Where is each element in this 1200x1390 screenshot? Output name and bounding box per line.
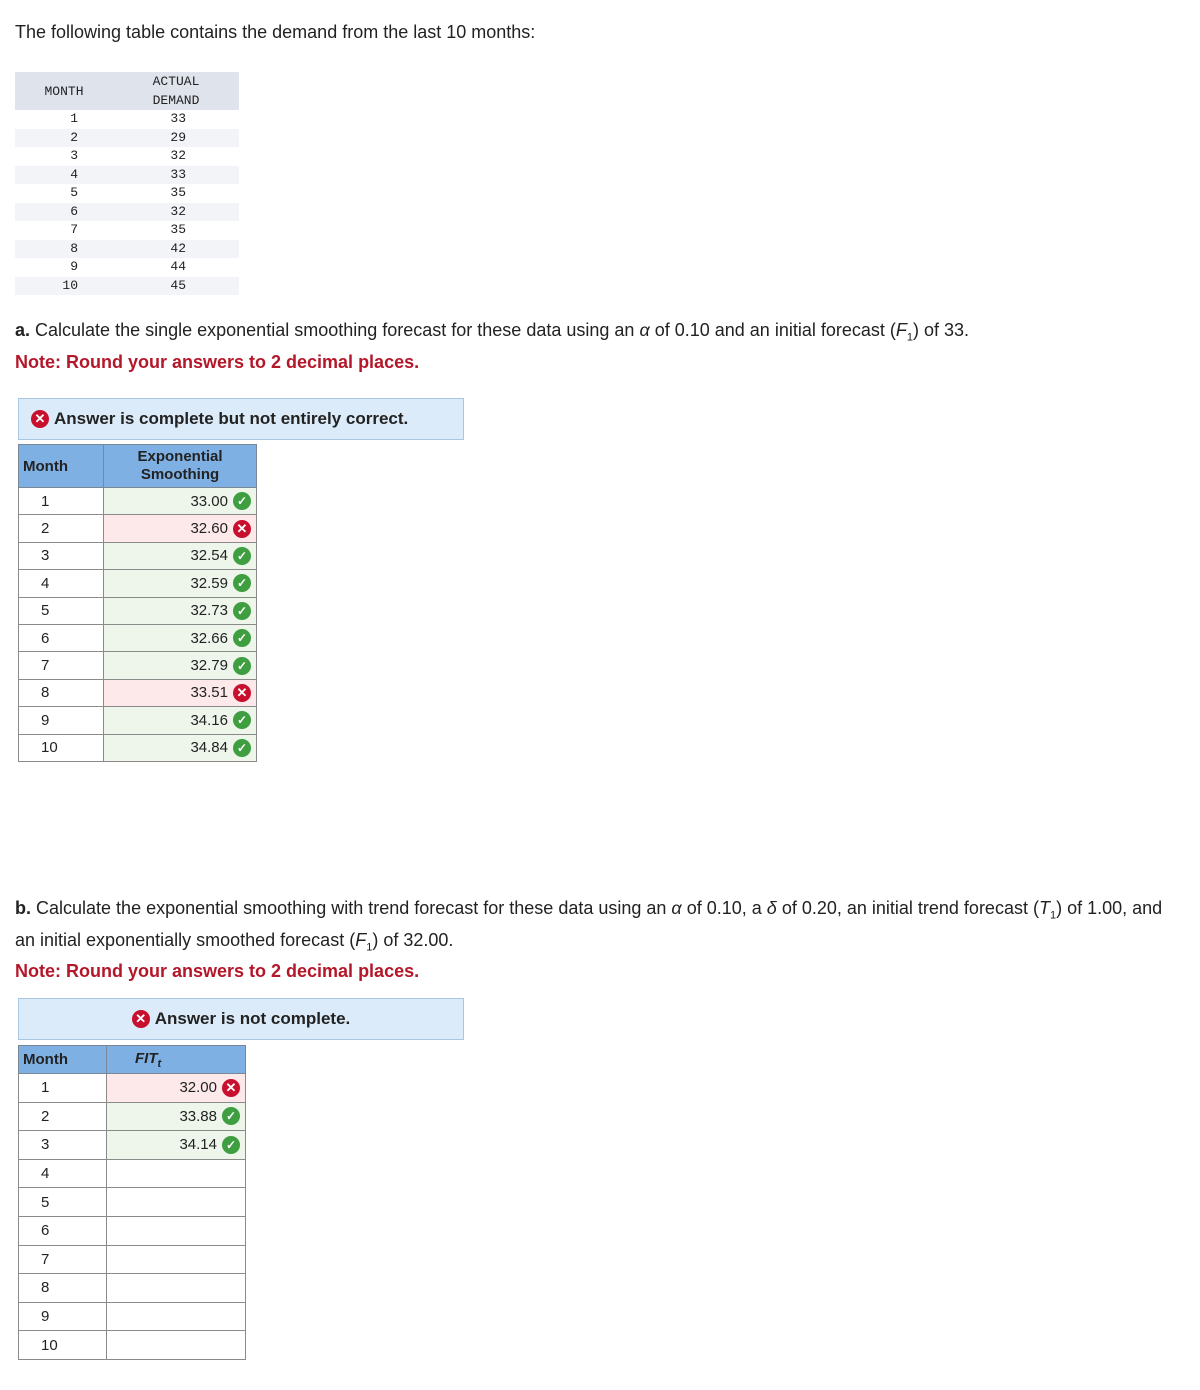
month-cell: 4 (19, 570, 104, 597)
check-circle-icon: ✓ (233, 739, 251, 757)
table-row (19, 515, 257, 542)
demand-table (15, 72, 239, 295)
answer-value-text: 32.66 (190, 629, 228, 647)
demand-cell: 35 (170, 222, 186, 237)
month-cell: 3 (19, 1131, 107, 1160)
month-cell: 8 (19, 679, 104, 706)
table-row (19, 597, 257, 624)
month-cell: 8 (15, 240, 113, 259)
answer-value[interactable] (107, 1079, 245, 1097)
month-cell: 9 (70, 259, 78, 274)
table-row (19, 1216, 246, 1245)
month-cell: 2 (19, 515, 104, 542)
answer-input-cell[interactable] (104, 652, 257, 679)
answer-input-cell[interactable] (104, 542, 257, 569)
answer-value-text: 32.59 (190, 574, 228, 592)
month-header: Month (19, 1046, 107, 1074)
table-row (19, 1074, 246, 1103)
answer-input-cell[interactable] (107, 1302, 246, 1331)
check-circle-icon: ✓ (233, 711, 251, 729)
x-circle-icon: ✕ (132, 1010, 150, 1028)
table-row (19, 679, 257, 706)
answer-value-text: 33.00 (190, 492, 228, 510)
table-row (19, 1102, 246, 1131)
check-circle-icon: ✓ (233, 602, 251, 620)
answer-value-text: 32.60 (190, 520, 228, 538)
table-row (15, 129, 239, 148)
demand-cell: 29 (113, 129, 239, 148)
month-header: MONTH (15, 72, 113, 110)
month-cell: 10 (19, 734, 104, 761)
answer-input-cell[interactable] (107, 1102, 246, 1131)
demand-cell: 32 (113, 203, 239, 222)
table-row (15, 258, 239, 277)
table-row (19, 734, 257, 761)
part-a-status-banner: ✕ Answer is complete but not entirely correct. (18, 398, 464, 440)
part-a-answer-table (18, 444, 257, 762)
month-cell: 7 (19, 652, 104, 679)
table-row (19, 1274, 246, 1303)
month-cell: 5 (70, 185, 78, 200)
exponential-smoothing-header: Exponential Smoothing (104, 445, 257, 488)
x-circle-icon: ✕ (233, 520, 251, 538)
answer-value[interactable] (104, 574, 256, 592)
answer-value[interactable] (107, 1107, 245, 1125)
part-b-question: b. Calculate the exponential smoothing with trend forecast for these data using an α of 0.10, a δ of 0.20, an initial trend forecast $(T_1)$ of 1.00, and an initial exponentially smoothed forecast $(F_1)$ of 32.00. Note: Round your answers to 2 decimal places. (15, 898, 1163, 982)
answer-value-text: 34.84 (190, 739, 228, 757)
table-row (19, 624, 257, 651)
answer-value[interactable] (104, 520, 256, 538)
answer-value-text: 34.14 (179, 1136, 217, 1154)
answer-value[interactable] (104, 739, 256, 757)
answer-value-text: 33.51 (190, 684, 228, 702)
fit-header: $FIT_t$ (107, 1046, 246, 1074)
answer-input-cell[interactable] (104, 624, 257, 651)
table-row (15, 277, 239, 296)
answer-input-cell[interactable] (104, 734, 257, 761)
month-cell: 1 (19, 1074, 107, 1103)
demand-cell: 45 (113, 277, 239, 296)
answer-value[interactable] (104, 711, 256, 729)
table-row (19, 652, 257, 679)
part-b-status-banner: ✕ Answer is not complete. (18, 998, 464, 1040)
check-circle-icon: ✓ (233, 657, 251, 675)
answer-value[interactable] (104, 547, 256, 565)
answer-value-text: 34.16 (190, 711, 228, 729)
table-row (15, 240, 239, 259)
answer-value[interactable] (107, 1136, 245, 1154)
demand-cell: 33 (113, 166, 239, 185)
answer-input-cell[interactable] (104, 597, 257, 624)
part-a-note: Note: Round your answers to 2 decimal places. (15, 351, 420, 372)
answer-value[interactable] (104, 629, 256, 647)
month-cell: 6 (15, 203, 113, 222)
answer-input-cell[interactable] (107, 1274, 246, 1303)
table-row (15, 166, 239, 185)
demand-cell: 44 (170, 259, 186, 274)
answer-input-cell[interactable] (107, 1216, 246, 1245)
check-circle-icon: ✓ (233, 547, 251, 565)
part-b-note: Note: Round your answers to 2 decimal places. (15, 961, 420, 982)
check-circle-icon: ✓ (233, 492, 251, 510)
table-row (15, 203, 239, 222)
table-row (15, 110, 239, 129)
month-cell: 10 (19, 1331, 107, 1360)
x-circle-icon: ✕ (31, 410, 49, 428)
table-row (19, 570, 257, 597)
month-cell: 5 (19, 597, 104, 624)
month-cell: 3 (70, 148, 78, 163)
part-b-answer-table (18, 1045, 246, 1360)
answer-input-cell[interactable] (107, 1131, 246, 1160)
month-cell: 7 (70, 222, 78, 237)
answer-value-text: 32.73 (190, 602, 228, 620)
demand-cell: 42 (113, 240, 239, 259)
table-row (15, 184, 239, 203)
check-circle-icon: ✓ (233, 629, 251, 647)
table-row (19, 1302, 246, 1331)
answer-input-cell[interactable] (104, 707, 257, 734)
answer-value[interactable] (104, 492, 256, 510)
demand-cell: 33 (170, 111, 186, 126)
month-cell: 1 (19, 488, 104, 515)
table-row (19, 1131, 246, 1160)
answer-value-text: 33.88 (179, 1107, 217, 1125)
part-a-question: a. Calculate the single exponential smoothing forecast for these data using an α of 0.10 and an initial forecast $(F_1)$ of 33. Note: Round your answers to 2 decimal places. (15, 320, 970, 372)
month-cell: 4 (19, 1159, 107, 1188)
table-row (19, 1159, 246, 1188)
table-row (19, 1245, 246, 1274)
answer-input-cell[interactable] (107, 1074, 246, 1103)
table-row (19, 542, 257, 569)
month-cell: 4 (15, 166, 113, 185)
answer-value-text: 32.54 (190, 547, 228, 565)
month-cell: 3 (19, 542, 104, 569)
actual-demand-header: ACTUAL DEMAND (113, 72, 239, 110)
answer-value[interactable] (104, 602, 256, 620)
answer-input-cell[interactable] (104, 488, 257, 515)
month-cell: 6 (19, 1216, 107, 1245)
table-row (15, 221, 239, 240)
answer-input-cell[interactable] (107, 1159, 246, 1188)
answer-input-cell[interactable] (104, 679, 257, 706)
check-circle-icon: ✓ (222, 1136, 240, 1154)
month-cell: 6 (19, 624, 104, 651)
check-circle-icon: ✓ (222, 1107, 240, 1125)
answer-value-text: 32.79 (190, 657, 228, 675)
table-row (19, 488, 257, 515)
x-circle-icon: ✕ (222, 1079, 240, 1097)
answer-value-text: 32.00 (179, 1079, 217, 1097)
month-cell: 7 (19, 1245, 107, 1274)
month-cell: 9 (19, 1302, 107, 1331)
check-circle-icon: ✓ (233, 574, 251, 592)
answer-input-cell[interactable] (104, 515, 257, 542)
table-row (19, 707, 257, 734)
month-cell: 9 (19, 707, 104, 734)
month-cell: 10 (15, 277, 113, 296)
table-row (19, 1188, 246, 1217)
month-cell: 1 (70, 111, 78, 126)
answer-value[interactable] (104, 657, 256, 675)
demand-cell: 35 (170, 185, 186, 200)
answer-input-cell[interactable] (104, 570, 257, 597)
month-header: Month (19, 445, 104, 488)
month-cell: 8 (19, 1274, 107, 1303)
x-circle-icon: ✕ (233, 684, 251, 702)
answer-input-cell[interactable] (107, 1331, 246, 1360)
month-cell: 5 (19, 1188, 107, 1217)
table-row (15, 147, 239, 166)
month-cell: 2 (15, 129, 113, 148)
answer-input-cell[interactable] (107, 1188, 246, 1217)
answer-value[interactable] (104, 684, 256, 702)
demand-cell: 32 (170, 148, 186, 163)
answer-input-cell[interactable] (107, 1245, 246, 1274)
intro-text: The following table contains the demand from the last 10 months: (15, 22, 536, 42)
month-cell: 2 (19, 1102, 107, 1131)
table-row (19, 1331, 246, 1360)
